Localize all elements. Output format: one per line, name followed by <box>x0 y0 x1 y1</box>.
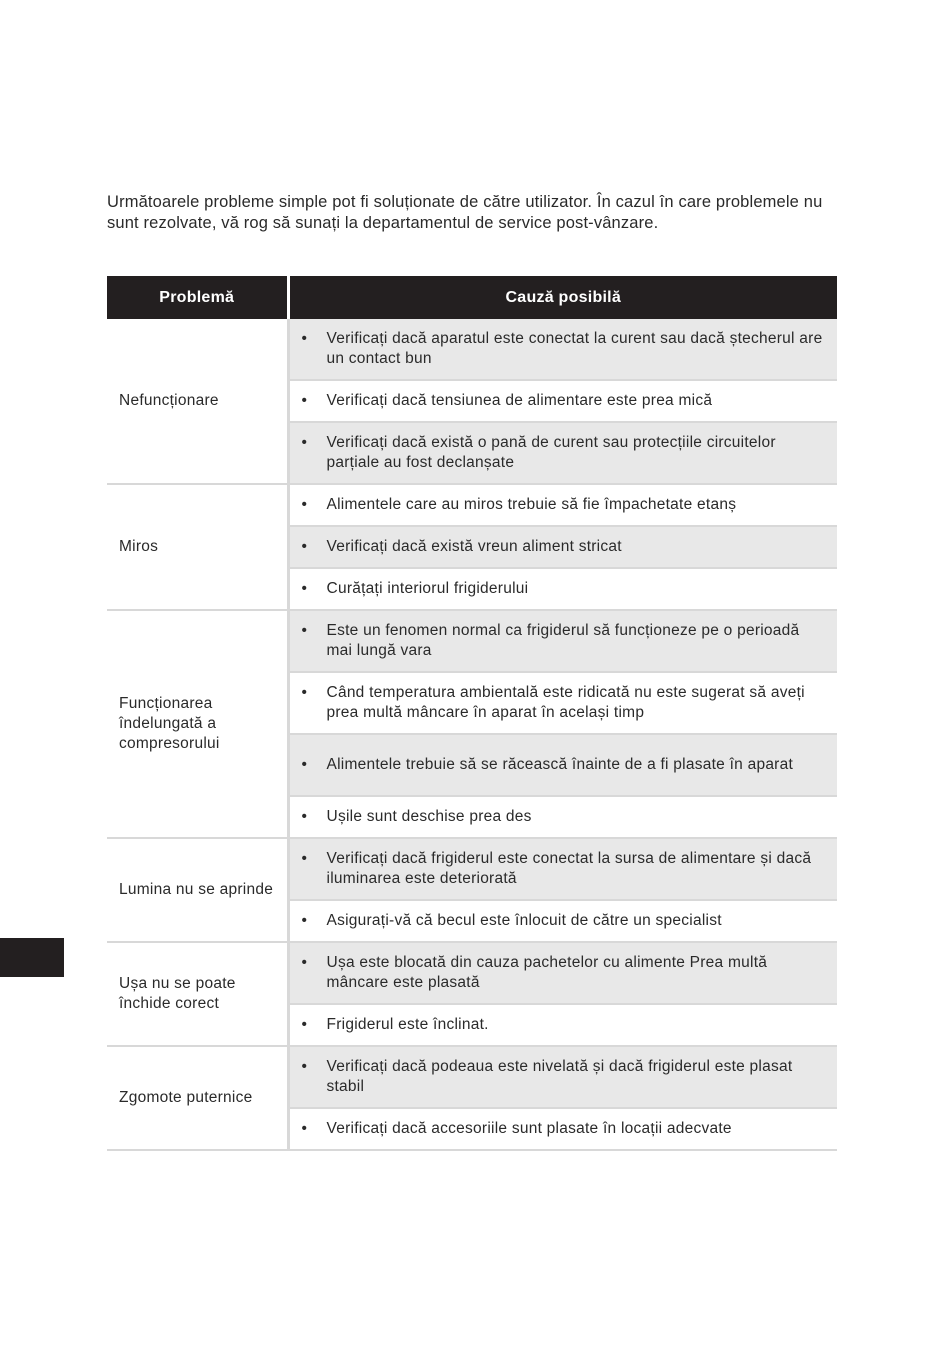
bullet-icon: • <box>301 808 308 825</box>
bullet-icon: • <box>301 330 308 347</box>
cause-cell <box>288 610 837 672</box>
table-row <box>107 942 837 1004</box>
cause-cell <box>288 1108 837 1150</box>
cause-text: Frigiderul este înclinat. <box>326 1016 489 1033</box>
cause-text: Alimentele trebuie să se răcească înainte de a fi plasate în aparat <box>326 756 794 773</box>
header-problem: Problemă <box>107 276 288 319</box>
bullet-icon: • <box>301 434 308 451</box>
troubleshooting-table <box>107 276 837 1151</box>
bullet-icon: • <box>301 912 308 929</box>
bullet-icon: • <box>301 1120 308 1137</box>
table-row <box>107 1046 837 1108</box>
cause-cell <box>288 568 837 610</box>
cause-cell <box>288 796 837 838</box>
cause-cell <box>288 838 837 900</box>
bullet-icon: • <box>301 954 308 971</box>
cause-text: Curățați interiorul frigiderului <box>326 580 529 597</box>
bullet-icon: • <box>301 538 308 555</box>
table-header-row <box>107 276 837 319</box>
cause-cell <box>288 900 837 942</box>
problem-cell: Nefuncționare <box>107 319 288 484</box>
table-row <box>107 610 837 672</box>
problem-cell: Zgomote puternice <box>107 1046 288 1150</box>
table-row <box>107 838 837 900</box>
cause-cell <box>288 672 837 734</box>
cause-text: Verificați dacă frigiderul este conectat la sursa de alimentare și dacă iluminarea este deteriorată <box>326 850 812 887</box>
cause-text: Este un fenomen normal ca frigiderul să funcționeze pe o perioadă mai lungă vara <box>326 622 800 659</box>
table-row <box>107 319 837 380</box>
bullet-icon: • <box>301 1058 308 1075</box>
cause-text: Verificați dacă există o pană de curent sau protecțiile circuitelor parțiale au fost declanșate <box>326 434 776 471</box>
cause-text: Verificați dacă există vreun aliment stricat <box>326 538 622 555</box>
problem-cell: Miros <box>107 484 288 610</box>
problem-cell: Ușa nu se poate închide corect <box>107 942 288 1046</box>
cause-text: Verificați dacă tensiunea de alimentare este prea mică <box>326 392 713 409</box>
cause-text: Asigurați-vă că becul este înlocuit de către un specialist <box>326 912 722 929</box>
cause-text: Verificați dacă accesoriile sunt plasate în locații adecvate <box>326 1120 732 1137</box>
cause-cell <box>288 942 837 1004</box>
table-row <box>107 484 837 526</box>
cause-text: Verificați dacă aparatul este conectat la curent sau dacă ștecherul are un contact bun <box>326 330 823 367</box>
cause-text: Alimentele care au miros trebuie să fie împachetate etanș <box>326 496 737 513</box>
cause-cell <box>288 1004 837 1046</box>
bullet-icon: • <box>301 1016 308 1033</box>
cause-cell <box>288 1046 837 1108</box>
side-tab-marker <box>0 938 64 977</box>
cause-text: Verificați dacă podeaua este nivelată și dacă frigiderul este plasat stabil <box>326 1058 793 1095</box>
header-cause: Cauză posibilă <box>288 276 837 319</box>
cause-cell <box>288 734 837 796</box>
intro-paragraph: Următoarele probleme simple pot fi soluționate de către utilizator. În cazul în care problemele nu sunt rezolvate, vă rog să sunați la departamentul de service post-vânzare. <box>107 193 823 232</box>
bullet-icon: • <box>301 392 308 409</box>
cause-text: Ușile sunt deschise prea des <box>326 808 532 825</box>
bullet-icon: • <box>301 684 308 701</box>
cause-cell <box>288 422 837 484</box>
cause-text: Când temperatura ambientală este ridicată nu este sugerat să aveți prea multă mâncare în aparat în același timp <box>326 684 805 721</box>
cause-cell <box>288 319 837 380</box>
bullet-icon: • <box>301 850 308 867</box>
cause-cell <box>288 484 837 526</box>
bullet-icon: • <box>301 496 308 513</box>
bullet-icon: • <box>301 622 308 639</box>
bullet-icon: • <box>301 580 308 597</box>
cause-cell <box>288 526 837 568</box>
cause-text: Ușa este blocată din cauza pachetelor cu alimente Prea multă mâncare este plasată <box>326 954 768 991</box>
bullet-icon: • <box>301 756 308 773</box>
problem-cell: Funcționarea îndelungată a compresorului <box>107 610 288 838</box>
problem-cell: Lumina nu se aprinde <box>107 838 288 942</box>
cause-cell <box>288 380 837 422</box>
